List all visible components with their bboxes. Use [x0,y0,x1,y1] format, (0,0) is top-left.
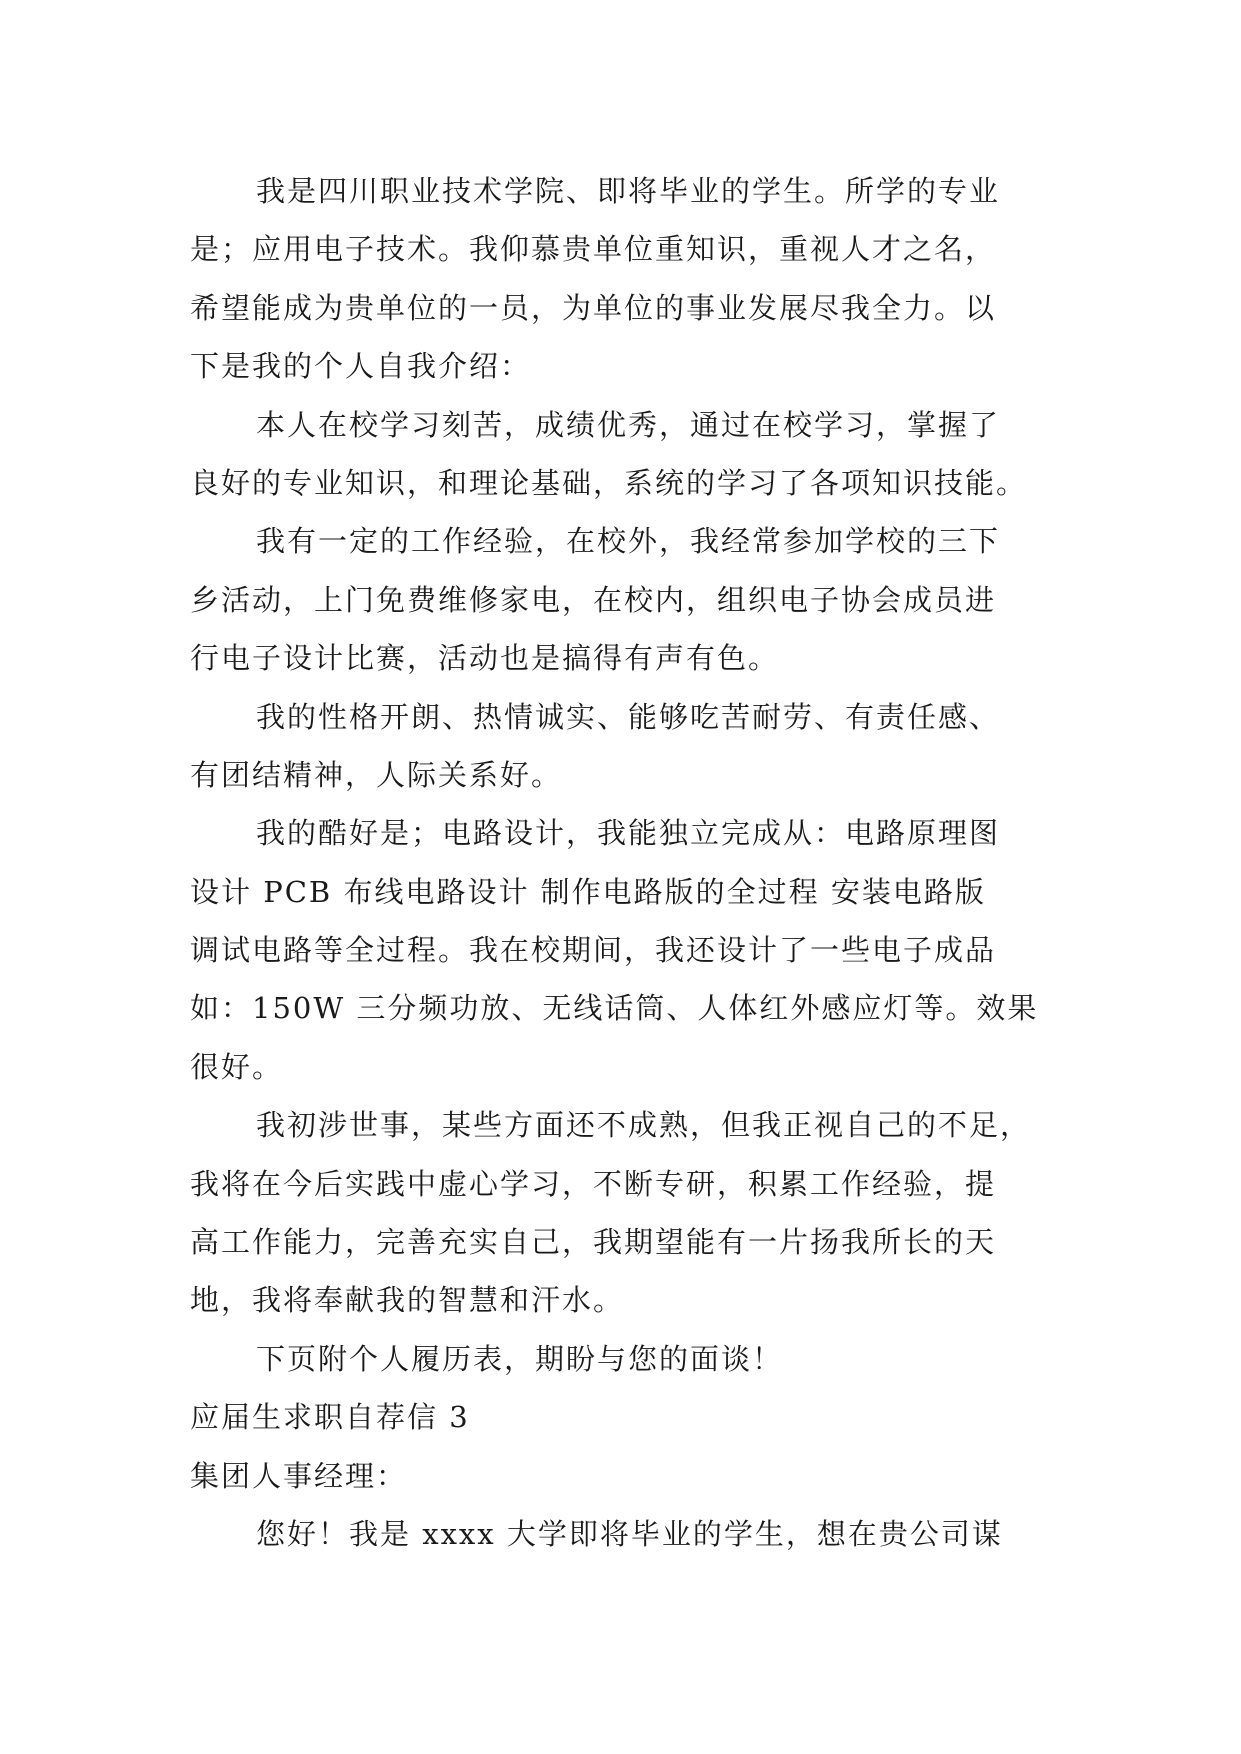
text-line: 我是四川职业技术学院、即将毕业的学生。所学的专业 [256,174,1001,208]
paragraph-experience [190,512,1060,687]
text-line: 下页附个人履历表，期盼与您的面谈！ [256,1341,784,1376]
paragraph-closing [190,1330,1060,1388]
opening-line: 您好！我是 xxxx 大学即将毕业的学生，想在贵公司谋 [256,1516,1003,1551]
text-line: 调试电路等全过程。我在校期间，我还设计了一些电子成品 [190,933,997,968]
text-line: 下是我的个人自我介绍： [190,349,532,384]
text-line: 我的酷好是；电路设计，我能独立完成从：电路原理图 [256,816,1001,851]
text-line: 有团结精神，人际关系好。 [190,757,563,792]
text-line: 我的性格开朗、热情诚实、能够吃苦耐劳、有责任感、 [256,699,1001,734]
paragraph-personality [190,688,1060,805]
text-line: 本人在校学习刻苦，成绩优秀，通过在校学习，掌握了 [256,407,1001,442]
text-line: 良好的专业知识，和理论基础，系统的学习了各项知识技能。 [190,465,1028,500]
text-line: 我初涉世事，某些方面还不成熟，但我正视自己的不足， [256,1108,1032,1143]
document-body [190,162,1060,1563]
text-line: 行电子设计比赛，活动也是搞得有声有色。 [190,641,780,676]
paragraph-intro [190,162,1060,396]
text-line: 高工作能力，完善充实自己，我期望能有一片扬我所长的天 [190,1225,997,1260]
salutation: 集团人事经理： [190,1458,408,1493]
paragraph-study [190,396,1060,513]
paragraph-outlook [190,1096,1060,1330]
text-line: 我将在今后实践中虚心学习，不断专研，积累工作经验，提 [190,1166,997,1201]
section-title: 应届生求职自荐信 3 [190,1400,470,1435]
text-line: 是；应用电子技术。我仰慕贵单位重知识，重视人才之名， [190,232,997,267]
paragraph-hobby [190,804,1060,1096]
text-line: 地，我将奉献我的智慧和汗水。 [190,1283,625,1318]
text-line: 乡活动，上门免费维修家电，在校内，组织电子协会成员进 [190,582,997,617]
text-line: 设计 PCB 布线电路设计 制作电路版的全过程 安装电路版 [190,874,986,909]
text-line: 很好。 [190,1049,284,1084]
text-line: 如：150W 三分频功放、无线话筒、人体红外感应灯等。效果 [190,991,1039,1026]
text-line: 我有一定的工作经验，在校外，我经常参加学校的三下 [256,524,1001,559]
text-line: 希望能成为贵单位的一员，为单位的事业发展尽我全力。以 [190,290,997,325]
